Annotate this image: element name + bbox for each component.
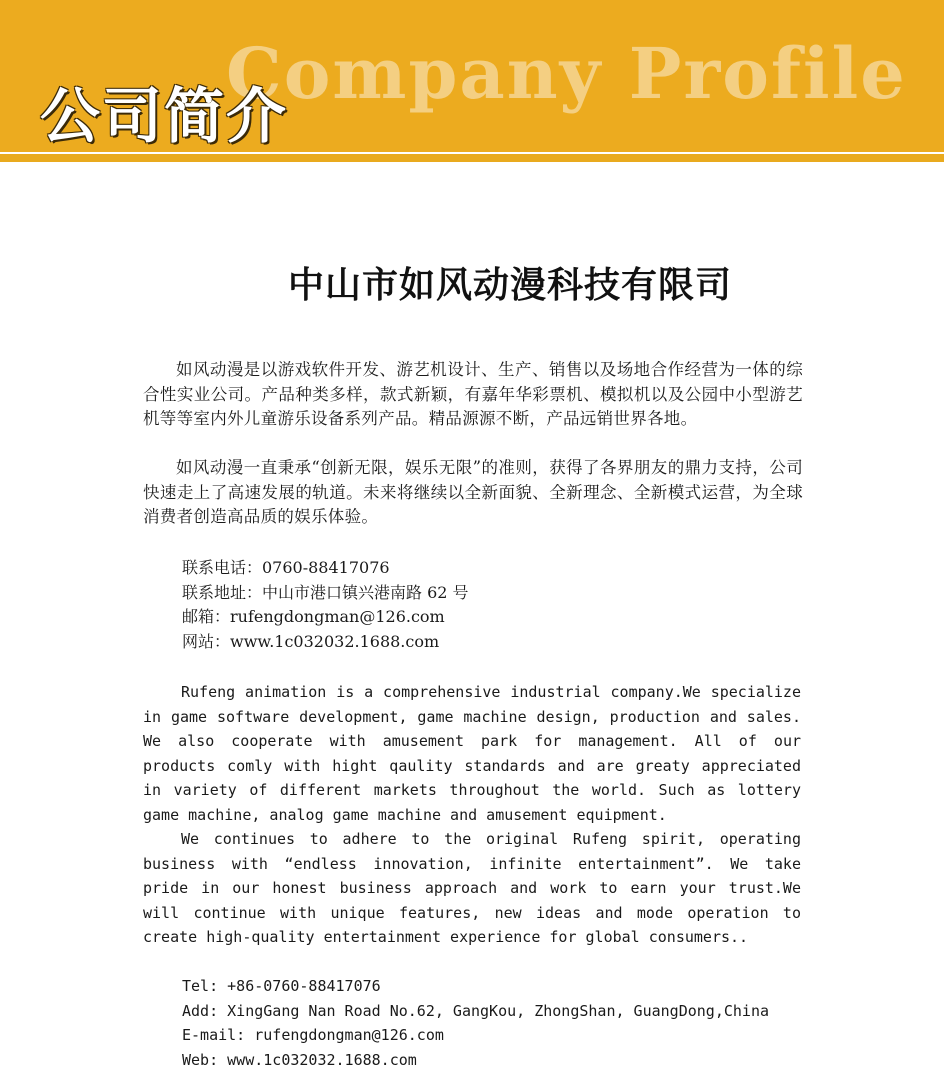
contact-cn-website: 网站：www.1c032032.1688.com (182, 631, 440, 651)
banner-title-en: Company Profile (226, 32, 907, 115)
contact-en-phone: Tel: +86-0760-88417076 (182, 977, 381, 995)
banner-title-cn: 公司简介 (40, 82, 288, 152)
contact-cn-email: 邮箱：rufengdongman@126.com (182, 607, 445, 626)
contact-en-website: Web: www.1c032032.1688.com (182, 1050, 417, 1069)
intro-en-paragraph-2: We continues to adhere to the original Rufeng spirit, operating business with “endless innovation, infinite entertainment”. We take pride in our honest business approach and work to earn your trust.We will continue with unique features, new ideas and mode operation to create high-quality entertainment experience for global consumers.. (143, 830, 801, 946)
contact-cn-block (182, 556, 469, 654)
intro-en-paragraph-1: Rufeng animation is a comprehensive industrial company.We specialize in game software development, game machine design, production and sales. We also cooperate with amusement park for management. All of our products comly with hight qaulity standards and are greaty appreciated in variety of different markets throughout the world. Such as lottery game machine, analog game machine and amusement equipment. (143, 683, 801, 824)
banner-stripe (0, 154, 944, 162)
header-banner (0, 0, 944, 152)
contact-en-address: Add: XingGang Nan Road No.62, GangKou, ZhongShan, GuangDong,China (182, 1001, 769, 1020)
contact-en-email: E-mail: rufengdongman@126.com (182, 1026, 444, 1044)
contact-cn-address: 联系地址：中山市港口镇兴港南路 62 号 (182, 582, 469, 602)
contact-cn-phone: 联系电话：0760-88417076 (182, 558, 390, 577)
company-name: 中山市如风动漫科技有限司 (287, 265, 732, 306)
intro-cn-paragraph-1: 如风动漫是以游戏软件开发、游艺机设计、生产、销售以及场地合作经营为一体的综合性实业公司。产品种类多样，款式新颖，有嘉年华彩票机、模拟机以及公园中小型游艺机等等室内外儿童游乐设备系列产品。精品源源不断，产品远销世界各地。 (143, 360, 803, 428)
contact-en-block (182, 974, 769, 1072)
intro-cn-paragraph-2: 如风动漫一直秉承“创新无限，娱乐无限”的准则，获得了各界朋友的鼎力支持，公司快速走上了高速发展的轨道。未来将继续以全新面貌、全新理念、全新模式运营，为全球消费者创造高品质的娱乐体验。 (143, 458, 803, 526)
